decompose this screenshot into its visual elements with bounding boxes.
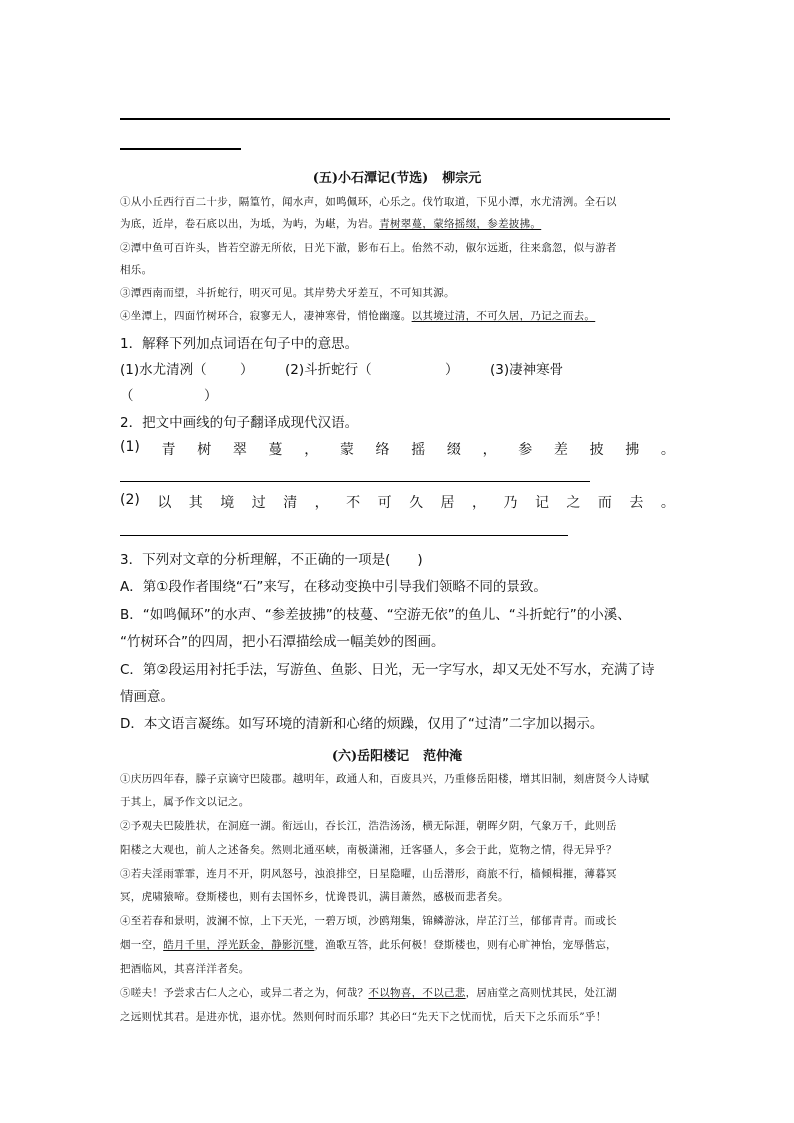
section6-title [0, 745, 794, 764]
s6-p4-line2 [120, 937, 680, 952]
s5-p2-line1: ②潭中鱼可百许头，皆若空游无所依，日光下澈，影布石上。佁然不动，俶尔远逝，往来翕忽，似与游者 [120, 242, 617, 254]
s5-p4-underlined: 以其境过清，不可久居，乃记之而去。 [411, 310, 596, 322]
section6-author: 范仲淹 [423, 749, 463, 764]
question-1-items [120, 358, 680, 378]
s5-p1-underlined: 青树翠蔓，蒙络摇缀，参差披拂。 [379, 218, 542, 230]
q2s1-c11: 参 [518, 442, 533, 458]
s6-p3-line2: 冥，虎啸猿啼。登斯楼也，则有去国怀乡，忧谗畏讥，满目萧然，感极而悲者矣。 [120, 891, 509, 903]
q1-close-3: ） [204, 388, 218, 404]
s5-p1-line1: ①从小丘西行百二十步，隔篁竹，闻水声，如鸣佩环，心乐之。伐竹取道，下见小潭，水尤清洌。全石以 [120, 196, 617, 208]
q1-item-1: (1)水尤清冽（ [120, 362, 207, 378]
q2s1-c3: 翠 [232, 442, 247, 458]
q2s2-c3: 境 [220, 495, 235, 511]
q2-sentence-2 [120, 492, 675, 512]
q1-close-2: ） [445, 362, 459, 378]
option-c-line1: C．第②段运用衬托手法，写游鱼、鱼影、日光，无一字写水，却又无处不写水，充满了诗 [120, 662, 655, 678]
option-c-line2: 情画意。 [120, 689, 174, 705]
q2s1-c1: 青 [161, 442, 176, 458]
q2s2-c1: 以 [157, 495, 172, 511]
question-1-item3-blank [120, 384, 680, 404]
s6-p5-line1 [120, 985, 680, 1000]
q2s1-c7: 络 [375, 442, 390, 458]
q2s2-c5: 清 [283, 495, 298, 511]
s6-p3-line1: ③若夫淫雨霏霏，连月不开，阴风怒号，浊浪排空，日星隐曜，山岳潜形，商旅不行，樯倾楫摧，薄暮冥 [120, 868, 617, 880]
q2s2-c11: ， [472, 495, 486, 511]
q2-sentence-1 [120, 439, 675, 459]
section5-title [0, 167, 794, 186]
option-b-line1: B．“如鸣佩环”的水声、“参差披拂”的枝蔓、“空游无依”的鱼儿、“斗折蛇行”的小溪、 [120, 607, 631, 623]
q2s2-c7: 不 [346, 495, 361, 511]
s6-p4-underlined: 皓月千里，浮光跃金，静影沉璧 [163, 939, 315, 951]
q2s2-c4: 过 [251, 495, 266, 511]
section5-title-text: (五)小石潭记(节选) [312, 171, 429, 186]
s5-p4 [120, 308, 680, 323]
q2-answer-line-1 [120, 481, 590, 482]
q2s2-c12: 乃 [503, 495, 518, 511]
option-a: A．第①段作者围绕“石”来写，在移动变换中引导我们领略不同的景致。 [120, 579, 547, 595]
q2s2-c15: 而 [597, 495, 612, 511]
question-3: 3．下列对文章的分析理解，不正确的一项是( ) [120, 552, 423, 568]
q2s2-c17: 。 [660, 495, 675, 511]
option-d: D．本文语言凝练。如写环境的清新和心绪的烦躁，仅用了“过清”二字加以揭示。 [120, 716, 604, 732]
s6-p5-text-b: ，居庙堂之高则忧其民，处江湖 [465, 987, 617, 999]
question-1: 1．解释下列加点词语在句子中的意思。 [120, 336, 359, 352]
s6-p1-line1: ①庆历四年春，滕子京谪守巴陵郡。越明年，政通人和，百废具兴，乃重修岳阳楼，增其旧制，刻唐贤今人诗赋 [120, 773, 650, 785]
answer-line-top [120, 118, 670, 120]
s5-p1-text: 为底，近岸，卷石底以出，为坻，为屿，为嵁，为岩。 [120, 218, 380, 230]
answer-line-short [120, 148, 241, 150]
s5-p2-line2: 相乐。 [120, 264, 153, 276]
q2s1-c0: (1) [120, 439, 140, 455]
option-b-line2: “竹树环合”的四周，把小石潭描绘成一幅美妙的图画。 [120, 634, 445, 650]
s6-p1-line2: 于其上，属予作文以记之。 [120, 796, 250, 808]
q2s1-c5: ， [304, 442, 319, 458]
q2s2-c13: 记 [534, 495, 549, 511]
q2s1-c13: 披 [589, 442, 604, 458]
section5-author: 柳宗元 [442, 171, 482, 186]
s5-p1-line2 [120, 216, 680, 231]
q2s1-c10: ， [482, 442, 497, 458]
q2s2-c14: 之 [566, 495, 581, 511]
s6-p4-line3: 把酒临风，其喜洋洋者矣。 [120, 963, 250, 975]
s6-p4-text-a: 烟一空， [120, 939, 164, 951]
q2s1-c8: 摇 [411, 442, 426, 458]
s6-p5-underlined: 不以物喜，不以己悲 [368, 987, 466, 999]
section6-title-text: (六)岳阳楼记 [331, 749, 410, 764]
q2s1-c4: 蔓 [268, 442, 283, 458]
q2s1-c12: 差 [553, 442, 568, 458]
s6-p5-text-a: ⑤嗟夫！予尝求古仁人之心，或异二者之为，何哉？ [120, 987, 369, 999]
q1-item-3: (3)凄神寒骨 [490, 362, 564, 378]
q1-close-1: ） [240, 362, 254, 378]
q2s1-c2: 树 [197, 442, 212, 458]
s6-p4-line1: ④至若春和景明，波澜不惊，上下天光，一碧万顷，沙鸥翔集，锦鳞游泳，岸芷汀兰，郁郁青青。而或长 [120, 915, 617, 927]
q2s1-c15: 。 [660, 442, 675, 458]
q2s1-c14: 拂 [625, 442, 640, 458]
q2s2-c0: (2) [120, 492, 140, 508]
q2s2-c16: 去 [629, 495, 644, 511]
q2s2-c9: 久 [409, 495, 424, 511]
s6-p5-line2: 之远则忧其君。是进亦忧，退亦忧。然则何时而乐耶？其必曰“先天下之忧而忧，后天下之乐而乐”乎！ [120, 1011, 607, 1023]
q2s1-c9: 缀 [446, 442, 461, 458]
s6-p2-line2: 阳楼之大观也，前人之述备矣。然则北通巫峡，南极潇湘，迁客骚人，多会于此，览物之情，得无异乎？ [120, 844, 617, 856]
q2s1-c6: 蒙 [339, 442, 354, 458]
q1-item-2: (2)斗折蛇行（ [285, 362, 372, 378]
q2s2-c2: 其 [188, 495, 203, 511]
q2-answer-line-2 [120, 535, 568, 536]
s6-p2-line1: ②予观夫巴陵胜状，在洞庭一湖。衔远山，吞长江，浩浩汤汤，横无际涯，朝晖夕阴，气象万千，此则岳 [120, 820, 617, 832]
question-2: 2．把文中画线的句子翻译成现代汉语。 [120, 415, 359, 431]
s5-p4-text: ④坐潭上，四面竹树环合，寂寥无人，凄神寒骨，悄怆幽邃。 [120, 310, 412, 322]
s6-p4-text-b: ，渔歌互答，此乐何极！登斯楼也，则有心旷神怡，宠辱偕忘， [314, 939, 617, 951]
q2s2-c8: 可 [377, 495, 392, 511]
q2s2-c10: 居 [440, 495, 455, 511]
q2s2-c6: ， [314, 495, 329, 511]
q1-open-3: （ [120, 388, 134, 404]
s5-p3: ③潭西南而望，斗折蛇行，明灭可见。其岸势犬牙差互，不可知其源。 [120, 287, 455, 299]
